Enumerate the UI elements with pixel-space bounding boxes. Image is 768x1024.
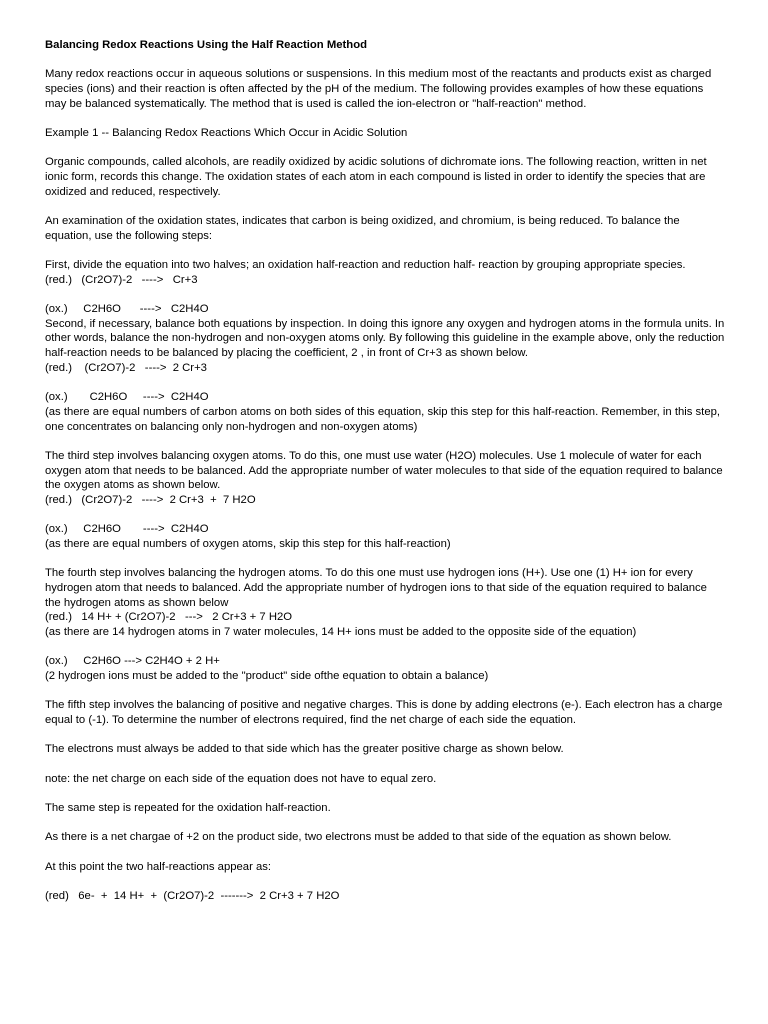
paragraph-electrons-rule: The electrons must always be added to that side which has the greater positive charge as shown below.: [45, 743, 564, 756]
document-page: [45, 38, 725, 904]
paragraph-examination: An examination of the oxidation states, indicates that carbon is being oxidized, and chromium, is being reduced. To balance the equation, use the following steps:: [45, 215, 683, 242]
paragraph-step-three: The third step involves balancing oxygen atoms. To do this, one must use water (H2O) molecules. Use 1 molecule of water for each oxygen atom that needs to be balanced. Add the appropriate number of water molecules to that side of the equation required to balance the oxygen atoms as shown below. (red.) (Cr2O7)-2 ----> 2 Cr+3 + 7 H2O: [45, 449, 723, 506]
paragraph-half-reactions-intro: At this point the two half-reactions appear as:: [45, 860, 272, 873]
paragraph-step-five: The fifth step involves the balancing of positive and negative charges. This is done by adding electrons (e-). Each electron has a charge equal to (-1). To determine the number of electrons required, find the net charge of each side the equation.: [45, 699, 726, 727]
paragraph-intro: Many redox reactions occur in aqueous solutions or suspensions. In this medium most of the reactants and products exist as charged species (ions) and their reaction is often affected by the pH of the medium. The following provides examples of how these equations may be balanced systematically. The method that is used is called the ion-electron or "half-reaction" method.: [45, 68, 715, 110]
paragraph-step-four: The fourth step involves balancing the hydrogen atoms. To do this one must use hydrogen ions (H+). Use one (1) H+ ion for every hydrogen atom that needs to balanced. Add the appropriate number of hydrogen ions to that side of the equation required to balance the hydrogen atoms as shown below (red.) 14 H+ + (Cr2O7)-2 ---> 2 Cr+3 + 7 H2O (as there are 14 hydrogen atoms in 7 water molecules, 14 H+ ions must be added to the opposite side of the equation): [45, 567, 707, 639]
paragraph-step-three-ox: (ox.) C2H6O ----> C2H4O (as there are equal numbers of oxygen atoms, skip this step for this half-reaction): [45, 523, 451, 550]
paragraph-net-charge: As there is a net chargae of +2 on the product side, two electrons must be added to that side of the equation as shown below.: [45, 831, 672, 844]
paragraph-step-four-ox: (ox.) C2H6O ---> C2H4O + 2 H+ (2 hydrogen ions must be added to the "product" side ofthe equation to obtain a balance): [45, 655, 489, 683]
paragraph-example-heading: Example 1 -- Balancing Redox Reactions Which Occur in Acidic Solution: [45, 127, 408, 139]
paragraph-note: note: the net charge on each side of the equation does not have to equal zero.: [45, 772, 437, 785]
paragraph-repeat-step: The same step is repeated for the oxidation half-reaction.: [45, 801, 331, 814]
paragraph-step-two-ox: (ox.) C2H6O ----> C2H4O (as there are equal numbers of carbon atoms on both sides of this equation, skip this step for this half-reaction. Remember, in this step, one concentrates on balancing only non-hydrogen and non-oxygen atoms): [45, 391, 721, 433]
document-title: Balancing Redox Reactions Using the Half Reaction Method: [45, 39, 368, 51]
paragraph-step-two: (ox.) C2H6O ----> C2H4O Second, if necessary, balance both equations by inspection. In doing this ignore any oxygen and hydrogen atoms in the formula units. In other words, balance the non-hydrogen and non-oxygen atoms only. By following this guideline in the example above, only the reduction half-reaction needs to be balanced by placing the coefficient, 2 , in front of Cr+3 as shown below. (red.) (Cr2O7)-2 ----> 2 Cr+3: [45, 303, 725, 374]
paragraph-step-one: First, divide the equation into two halves; an oxidation half-reaction and reduction half- reaction by grouping appropriate species. (red.) (Cr2O7)-2 ----> Cr+3: [45, 259, 686, 286]
paragraph-alcohols: Organic compounds, called alcohols, are readily oxidized by acidic solutions of dichromate ions. The following reaction, written in net ionic form, records this change. The oxidation states of each atom in each compound is listed in order to identify the species that are oxidized and reduced, respectively.: [45, 156, 710, 198]
paragraph-red-equation: (red) 6e- + 14 H+ + (Cr2O7)-2 -------> 2 Cr+3 + 7 H2O: [45, 889, 340, 902]
